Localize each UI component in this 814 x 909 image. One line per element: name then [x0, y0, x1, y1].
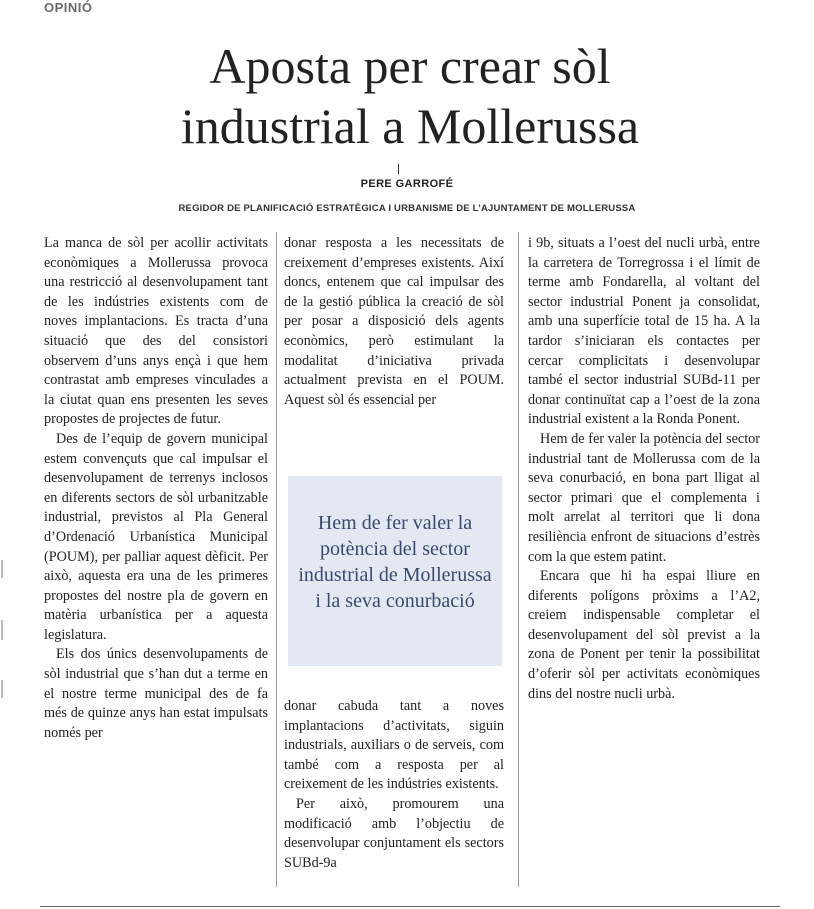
paragraph: donar cabuda tant a noves implantacions d’activitats, siguin industrials, auxiliars o de serveis, com també com a resposta per al creixement de les indústries existents. [284, 698, 504, 793]
paragraph: Els dos únics desenvolupaments de sòl industrial que s’han dut a terme en el nostre terme municipal des de fa més de quinze anys han estat impulsats només per [44, 646, 268, 741]
bottom-rule [40, 906, 780, 907]
headline-line-2: industrial a Mollerussa [180, 98, 640, 154]
article-column-3 [528, 234, 760, 704]
paragraph: Hem de fer valer la potència del sector industrial tant de Mollerussa com de la seva conurbació, en bona part lligat al sector primari que el complementa i molt arrelat al territori que li dona resiliència enfront de situacions d’estrès com la que estem patint. [528, 430, 760, 565]
page-edge-marks [0, 560, 6, 700]
pull-quote-box [288, 476, 502, 666]
paragraph: donar resposta a les necessitats de creixement d’empreses existents. Així doncs, entenem que cal impulsar des de la gestió pública la creació de sòl per posar a disposició dels agents econòmics, però estimulant la modalitat d’iniciativa privada actualment prevista en el POUM. Aquest sòl és essencial per [284, 235, 504, 408]
article-column-1 [44, 234, 268, 743]
headline [60, 36, 760, 156]
paragraph: Per això, promourem una modificació amb l’objectiu de desenvolupar conjuntament els sectors SUBd-9a [284, 795, 504, 871]
section-label: OPINIÓ [44, 0, 93, 15]
article-column-2-bottom [284, 697, 504, 873]
paragraph: Encara que hi ha espai lliure en diferents polígons pròxims a l’A2, creiem indispensable completar el desenvolupament del sòl previst a la zona de Ponent per tenir la possibilitat d’oferir sòl per activitats econòmiques dins del nostre nucli urbà. [528, 568, 760, 702]
article-column-2-top [284, 234, 504, 410]
paragraph: i 9b, situats a l’oest del nucli urbà, entre la carretera de Torregrossa i el límit de terme amb Fondarella, al voltant del sector industrial Ponent ja consolidat, amb una superfície total de 15 ha. A la tardor s’iniciaran els contactes per cercar complicitats i desenvolupar també el sector industrial SUBd-11 per donar continuïtat cap a l’oest de la zona industrial existent a la Ronda Ponent. [528, 235, 760, 428]
headline-line-1: Aposta per crear sòl [209, 38, 611, 94]
paragraph: Des de l’equip de govern municipal estem convençuts que cal impulsar el desenvolupament de terrenys inclosos en diferents sectors de sòl urbanitzable industrial, previstos al Pla General d’Ordenació Urbanística Municipal (POUM), per palliar aquest dèficit. Per això, aquesta era una de les primeres propostes del nostre pla de govern en matèria urbanística per a aquesta legislatura. [44, 430, 268, 643]
author-name: PERE GARROFÉ [360, 178, 454, 190]
author-role: REGIDOR DE PLANIFICACIÓ ESTRATÈGICA I URBANISME DE L’AJUNTAMENT DE MOLLERUSSA [178, 203, 636, 214]
paragraph: La manca de sòl per acollir activitats econòmiques a Mollerussa provoca una restricció al desenvolupament tant de les indústries existents com de noves implantacions. Es tracta d’una situació que des del consistori observem d’uns anys ençà i que hem contrastat amb empreses vinculades a la ciutat quan ens presenten les seves propostes de projectes de futur. [44, 235, 268, 428]
column-divider [518, 232, 519, 887]
column-divider [276, 232, 277, 887]
byline-divider [398, 164, 399, 174]
pull-quote: Hem de fer valer la potència del sector industrial de Mollerussa i la seva conurbació [298, 512, 492, 612]
